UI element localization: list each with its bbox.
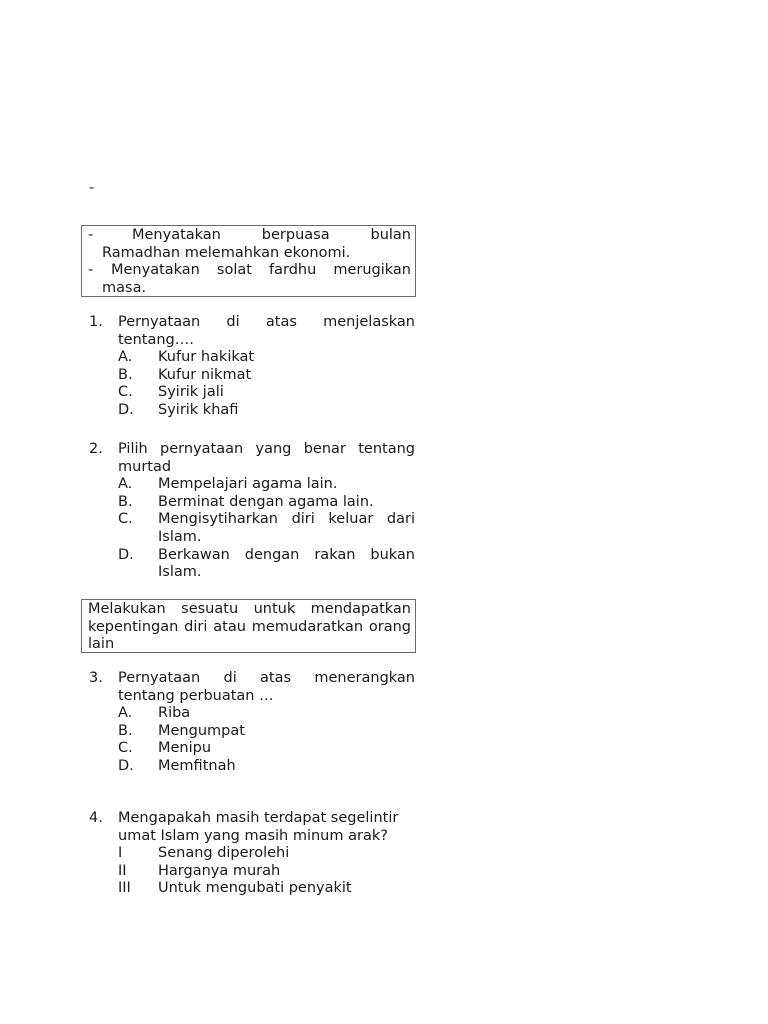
question-3 <box>89 670 415 776</box>
statement-text: Melakukan sesuatu untuk mendapatkan kepentingan diri atau memudaratkan orang lain <box>88 601 411 653</box>
statement-box-2 <box>81 599 416 653</box>
option-text: Syirik jali <box>158 384 224 401</box>
option-text: Kufur nikmat <box>158 366 252 383</box>
option-text: Kufur hakikat <box>158 349 255 366</box>
option-row <box>89 740 415 758</box>
top-dash: - <box>89 180 95 196</box>
option-row <box>89 845 415 863</box>
option-row <box>89 349 415 367</box>
question-text: Pernyataan di atas menjelaskan tentang…. <box>118 314 415 348</box>
question-text: Mengapakah masih terdapat segelintir umat Islam yang masih minum arak? <box>118 810 399 844</box>
option-text: Senang diperolehi <box>158 845 290 862</box>
question-number: 1. <box>89 314 103 330</box>
option-text: Mengisytiharkan diri keluar dari Islam. <box>158 511 415 545</box>
statement-item <box>88 227 411 262</box>
statement-text: Menyatakan berpuasa bulan Ramadhan melemahkan ekonomi. <box>102 227 411 261</box>
option-label: B. <box>118 366 133 383</box>
question-text: Pilih pernyataan yang benar tentang murtad <box>118 441 415 475</box>
option-text: Berminat dengan agama lain. <box>158 493 374 510</box>
option-label: D. <box>118 401 134 418</box>
option-label: C. <box>118 511 133 528</box>
option-label: III <box>118 880 131 897</box>
option-row <box>89 705 415 723</box>
option-row <box>89 547 415 582</box>
option-row <box>89 494 415 512</box>
option-label: II <box>118 862 127 879</box>
option-label: A. <box>118 349 133 366</box>
statement-bullet: - <box>88 262 94 279</box>
option-text: Berkawan dengan rakan bukan Islam. <box>158 546 415 581</box>
option-text: Untuk mengubati penyakit <box>158 880 352 897</box>
option-label: I <box>118 845 123 862</box>
option-text: Menipu <box>158 740 212 757</box>
option-label: A. <box>118 476 133 493</box>
option-label: C. <box>118 740 133 757</box>
option-text: Mempelajari agama lain. <box>158 476 338 493</box>
option-label: C. <box>118 384 133 401</box>
question-1 <box>89 314 415 420</box>
option-label: D. <box>118 757 134 774</box>
option-row <box>89 402 415 420</box>
question-number: 2. <box>89 441 103 457</box>
option-row <box>89 476 415 494</box>
option-text: Memfitnah <box>158 757 236 774</box>
statement-bullet: - <box>88 227 94 243</box>
option-row <box>89 367 415 385</box>
option-row <box>89 723 415 741</box>
statement-item <box>88 262 411 297</box>
option-row <box>89 880 415 898</box>
option-label: A. <box>118 705 133 722</box>
question-4 <box>89 810 415 898</box>
question-text: Pernyataan di atas menerangkan tentang perbuatan … <box>118 670 415 704</box>
option-text: Riba <box>158 705 191 722</box>
option-label: B. <box>118 493 133 510</box>
question-number: 3. <box>89 670 103 686</box>
option-text: Mengumpat <box>158 722 245 739</box>
question-2 <box>89 441 415 582</box>
question-number: 4. <box>89 810 103 826</box>
option-text: Harganya murah <box>158 862 281 879</box>
option-label: B. <box>118 722 133 739</box>
option-row <box>89 758 415 776</box>
option-row <box>89 863 415 881</box>
option-label: D. <box>118 546 134 563</box>
statement-box-1 <box>81 225 416 297</box>
option-text: Syirik khafi <box>158 401 239 418</box>
statement-text: Menyatakan solat fardhu merugikan masa. <box>102 262 411 296</box>
option-row <box>89 511 415 546</box>
option-row <box>89 384 415 402</box>
